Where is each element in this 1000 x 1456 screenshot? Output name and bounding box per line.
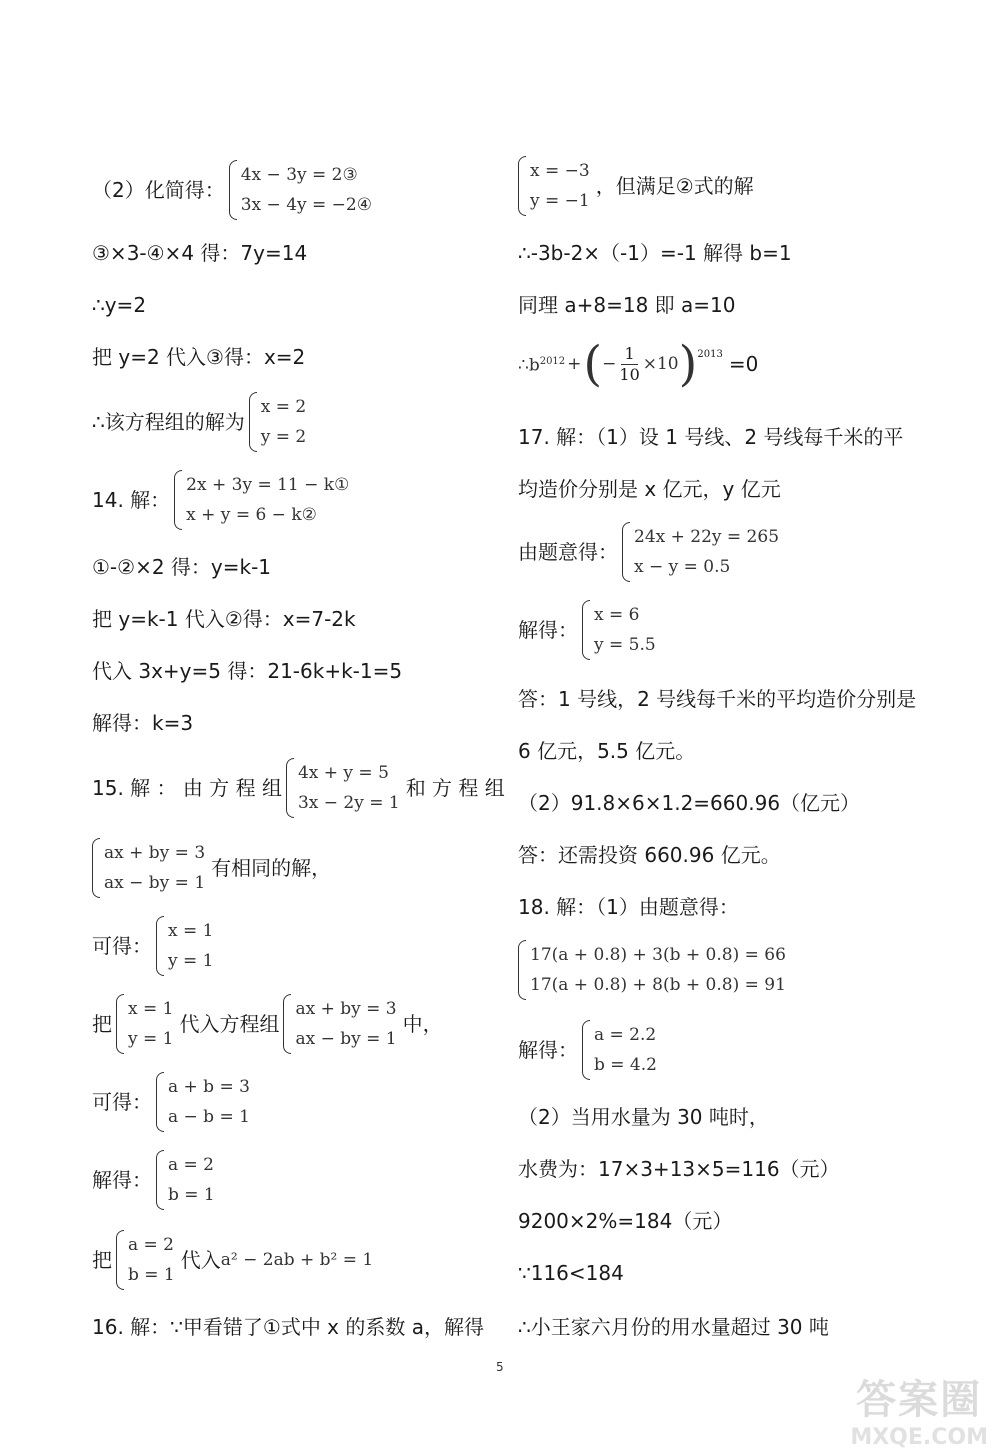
equation-row: 17(a + 0.8) + 3(b + 0.8) = 66 [530, 945, 786, 965]
text: 代入 [180, 1248, 221, 1272]
text: 和 方 程 组 [405, 776, 505, 800]
line-r16: （2）当用水量为 30 吨时， [518, 1105, 769, 1129]
equation-system [174, 470, 349, 530]
line-q14-d: 解得：k=3 [92, 711, 194, 735]
text: 可得： [92, 934, 152, 958]
line-r13: 18. 解：（1）由题意得： [518, 895, 739, 919]
equation-row: y = 1 [128, 1029, 174, 1049]
brace [116, 1230, 124, 1290]
brace [229, 160, 237, 220]
brace [92, 838, 100, 898]
equation-row: ax − by = 1 [295, 1029, 397, 1049]
line-r7 [518, 522, 785, 582]
equation-system [286, 758, 400, 818]
equation-row: x = 6 [594, 605, 640, 625]
brace [156, 1072, 164, 1132]
line-r9: 答：1 号线，2 号线每千米的平均造价分别是 [518, 687, 917, 711]
times: ×10 [642, 354, 679, 374]
line-solution [92, 392, 312, 452]
equation-row: a − b = 1 [168, 1107, 250, 1127]
brace [249, 392, 257, 452]
brace [116, 994, 124, 1054]
brace [283, 994, 291, 1054]
brace [518, 156, 526, 216]
equation-system [518, 156, 590, 216]
line-q15 [92, 758, 505, 818]
math-expression: a² − 2ab + b² = 1 [220, 1250, 374, 1270]
equation-row: 4x − 3y = 2③ [240, 165, 358, 185]
text: 代入方程组 [179, 1012, 280, 1036]
text: ，但满足②式的解 [595, 174, 754, 198]
text: 把 [92, 1248, 112, 1272]
equation-system [249, 392, 306, 452]
line-q15-e [92, 1072, 256, 1132]
minus: − [602, 354, 617, 374]
text: 15. 解 ： 由 方 程 组 [92, 776, 282, 800]
equation-row: 4x + y = 5 [297, 763, 389, 783]
equation-row: y = 5.5 [594, 635, 656, 655]
equation-row: a + b = 3 [168, 1077, 250, 1097]
line-y: ∴y=2 [92, 293, 147, 317]
line-r1 [518, 156, 754, 216]
text: 解得： [518, 1038, 578, 1062]
equation-system [582, 1020, 657, 1080]
text: （2）化简得： [92, 178, 225, 202]
equation-row: y = 2 [260, 427, 307, 447]
line-r19: ∵116<184 [518, 1261, 624, 1285]
equation-row: x − y = 0.5 [634, 557, 731, 577]
equation-system [116, 994, 173, 1054]
brace [582, 1020, 590, 1080]
text: 中， [402, 1012, 443, 1036]
line-r12: 答：还需投资 660.96 亿元。 [518, 843, 781, 867]
equation-row: y = 1 [168, 951, 214, 971]
equals: =0 [728, 352, 759, 376]
line-r18: 9200×2%=184（元） [518, 1209, 733, 1233]
watermark-url: MXQE.COM [850, 1425, 988, 1450]
page-number: 5 [496, 1360, 504, 1374]
line-elim: ③×3-④×4 得：7y=14 [92, 241, 308, 265]
text: ∴该方程组的解为 [92, 410, 245, 434]
line-r11: （2）91.8×6×1.2=660.96（亿元） [518, 791, 861, 815]
text: 由题意得： [518, 540, 618, 564]
watermark [850, 1368, 988, 1450]
equation-row: 24x + 22y = 265 [634, 527, 780, 547]
line-r5: 17. 解：（1）设 1 号线、2 号线每千米的平 [518, 425, 904, 449]
equation-row: ax − by = 1 [104, 873, 206, 893]
equation-row: 3x − 2y = 1 [297, 793, 400, 813]
equation-system [156, 1072, 250, 1132]
line-q15-g [92, 1230, 373, 1290]
line-sub: 把 y=2 代入③得：x=2 [92, 345, 306, 369]
brace [622, 522, 630, 582]
watermark-title: 答案圈 [856, 1377, 983, 1423]
equation-row: ax + by = 3 [295, 999, 397, 1019]
line-r8 [518, 600, 662, 660]
line-simplify [92, 160, 378, 220]
brace [156, 1150, 164, 1210]
equation-system [622, 522, 779, 582]
line-q14-a: ①-②×2 得：y=k-1 [92, 555, 272, 579]
line-q15-b [92, 838, 331, 898]
line-r17: 水费为：17×3+13×5=116（元） [518, 1157, 840, 1181]
line-q14-c: 代入 3x+y=5 得：21-6k+k-1=5 [92, 659, 403, 683]
equation-system [92, 838, 205, 898]
line-r2: ∴-3b-2×（-1）=-1 解得 b=1 [518, 241, 792, 265]
line-r6: 均造价分别是 x 亿元，y 亿元 [518, 477, 781, 501]
line-q15-c [92, 916, 219, 976]
brace [156, 916, 164, 976]
equation-system [156, 1150, 215, 1210]
line-q14-b: 把 y=k-1 代入②得：x=7-2k [92, 607, 356, 631]
text: 有相同的解， [211, 856, 332, 880]
paren-right: ) [678, 336, 698, 392]
brace [518, 940, 526, 1000]
equation-system [229, 160, 372, 220]
equation-row: x = 2 [260, 397, 307, 417]
line-r4 [518, 336, 759, 392]
text: 14. 解： [92, 488, 171, 512]
line-r3: 同理 a+8=18 即 a=10 [518, 293, 736, 317]
line-r14 [518, 940, 792, 1000]
equation-row: x + y = 6 − k② [186, 505, 317, 525]
text: 可得： [92, 1090, 152, 1114]
line-r10: 6 亿元，5.5 亿元。 [518, 739, 696, 763]
exponent: 2013 [697, 349, 723, 360]
line-r20: ∴小王家六月份的用水量超过 30 吨 [518, 1315, 829, 1339]
text: 把 [92, 1012, 112, 1036]
equation-row: a = 2 [168, 1155, 215, 1175]
line-q15-f [92, 1150, 221, 1210]
equation-row: b = 1 [168, 1185, 215, 1205]
equation-system [116, 1230, 175, 1290]
equation-system [283, 994, 396, 1054]
text: 解得： [92, 1168, 152, 1192]
equation-row: ax + by = 3 [104, 843, 206, 863]
equation-row: x = 1 [168, 921, 214, 941]
brace [174, 470, 182, 530]
line-r15 [518, 1020, 663, 1080]
equation-row: a = 2 [128, 1235, 175, 1255]
equation-row: b = 1 [128, 1265, 175, 1285]
equation-system [582, 600, 656, 660]
equation-row: y = −1 [530, 191, 590, 211]
equation-row: x = −3 [530, 161, 590, 181]
equation-row: 17(a + 0.8) + 8(b + 0.8) = 91 [530, 975, 786, 995]
equation-row: b = 4.2 [594, 1055, 657, 1075]
brace [582, 600, 590, 660]
brace [286, 758, 294, 818]
equation-row: 2x + 3y = 11 − k① [186, 475, 350, 495]
equation-system [156, 916, 213, 976]
line-q16: 16. 解：∵甲看错了①式中 x 的系数 a，解得 [92, 1315, 484, 1339]
equation-row: a = 2.2 [594, 1025, 657, 1045]
fraction: $\frac{1}{10}$ [619, 343, 640, 384]
math-b: $\therefore b^{2012}$ [518, 355, 566, 376]
plus: + [567, 354, 582, 374]
equation-row: x = 1 [128, 999, 174, 1019]
equation-system [518, 940, 786, 1000]
paren-left: ( [583, 336, 603, 392]
text: 解得： [518, 618, 578, 642]
line-q14 [92, 470, 355, 530]
equation-row: 3x − 4y = −2④ [240, 195, 372, 215]
line-q15-d [92, 994, 443, 1054]
